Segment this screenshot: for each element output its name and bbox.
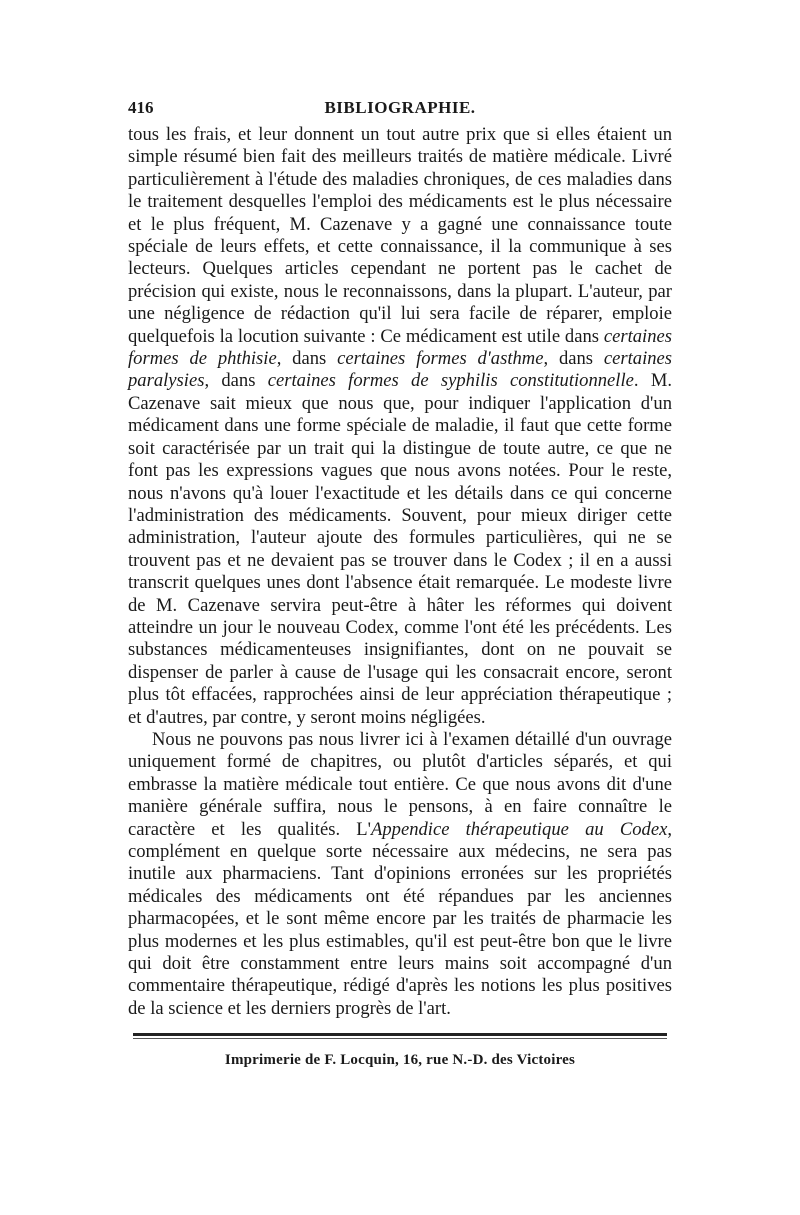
paragraph-2 bbox=[128, 729, 672, 1020]
paragraph-2-text-1: Nous ne pouvons pas nous livrer ici à l'examen détaillé d'un ouvrage uniquement formé de chapitres, ou plutôt d'articles séparés, et qui embrasse la matière médicale tout entière. Ce que nous avons dit d'une manière générale suffira, nous le pensons, à en faire connaître le caractère et les qualités. L' bbox=[128, 728, 672, 840]
italic-phrase-phthisie: certaines formes de phthisie bbox=[128, 325, 672, 370]
paragraph-1-text-2: , dans bbox=[276, 348, 338, 370]
paragraph-1-text-1: tous les frais, et leur donnent un tout autre prix que si elles étaient un simple résumé bien fait des meilleurs traités de matière médicale. Livré particulièrement à l'étude des maladies chroniques, de ces maladies dans le traitement desquelles l'emploi des médicaments est le plus nécessaire et le plus fréquent, M. Cazenave y a gagné une connaissance toute spéciale de leurs effets, et cette connaissance, il la communique à ses lecteurs. Quelques articles cependant ne portent pas le cachet de précision qui existe, nous le reconnaissons, dans la plupart. L'auteur, par une négligence de rédaction qu'il lui sera facile de réparer, emploie quelquefois la locution suivante : Ce médicament est utile dans bbox=[128, 124, 672, 347]
paragraph-1-text-5: . M. Cazenave sait mieux que nous que, pour indiquer l'application d'un médicament dans une forme spéciale de maladie, il faut que cette forme soit caractérisée par un trait qui la distingue de toute autre, ce que ne font pas les expressions vagues que nous avons notées. Pour le reste, nous n'avons qu'à louer l'exactitude et les détails dans ce qui concerne l'administration des médicaments. Souvent, pour mieux diriger cette administration, l'auteur ajoute des formules particulières, qui ne se trouvent pas et ne devaient pas se trouver dans le Codex ; il en a aussi transcrit quelques unes dont l'absence était remarquée. Le modeste livre de M. Cazenave servira peut-être à hâter les réformes qui doivent atteindre un jour le nouveau Codex, comme l'ont été les précédents. Les substances médicamenteuses insignifiantes, dont on ne pouvait se dispenser de parler à cause de l'usage qui les consacrait encore, seront plus tôt effacées, rapprochées ainsi de leur appréciation thérapeutique ; et d'autres, par contre, y seront moins négligées. bbox=[128, 370, 672, 728]
paragraph-2-text-2: , complément en quelque sorte nécessaire aux médecins, ne sera pas inutile aux pharmaciens. Tant d'opinions erronées sur les propriétés médicales des médicaments ont été répandues par les anciennes pharmacopées, et le sont même encore par les traités de pharmacie les plus modernes et les plus estimables, qu'il est peut-être bon que le livre qui doit être constamment entre leurs mains soit accompagné d'un commentaire thérapeutique, rédigé d'après les notions les plus positives de la science et les derniers progrès de l'art. bbox=[128, 818, 672, 1019]
paragraph-1 bbox=[128, 124, 672, 729]
section-title: BIBLIOGRAPHIE. bbox=[324, 98, 476, 117]
italic-phrase-paralysies: certaines paralysies bbox=[128, 348, 673, 392]
page-number: 416 bbox=[128, 98, 154, 117]
italic-phrase-asthme: certaines formes d'asthme bbox=[337, 348, 544, 370]
italic-book-title: Appendice thérapeutique au Codex bbox=[371, 818, 668, 840]
footer-rule bbox=[133, 1033, 667, 1039]
paragraph-1-text-3: , dans bbox=[543, 348, 604, 370]
paragraph-1-text-4: , dans bbox=[204, 370, 268, 392]
running-head bbox=[128, 98, 672, 124]
italic-phrase-syphilis: certaines formes de syphilis constitutionnelle bbox=[267, 370, 634, 392]
footer-rule-thick bbox=[133, 1033, 667, 1036]
page-content bbox=[128, 98, 672, 1020]
printer-imprint: Imprimerie de F. Locquin, 16, rue N.-D. des Victoires bbox=[224, 1052, 576, 1068]
body-text bbox=[128, 124, 672, 1020]
footer-rule-thin bbox=[133, 1038, 667, 1039]
